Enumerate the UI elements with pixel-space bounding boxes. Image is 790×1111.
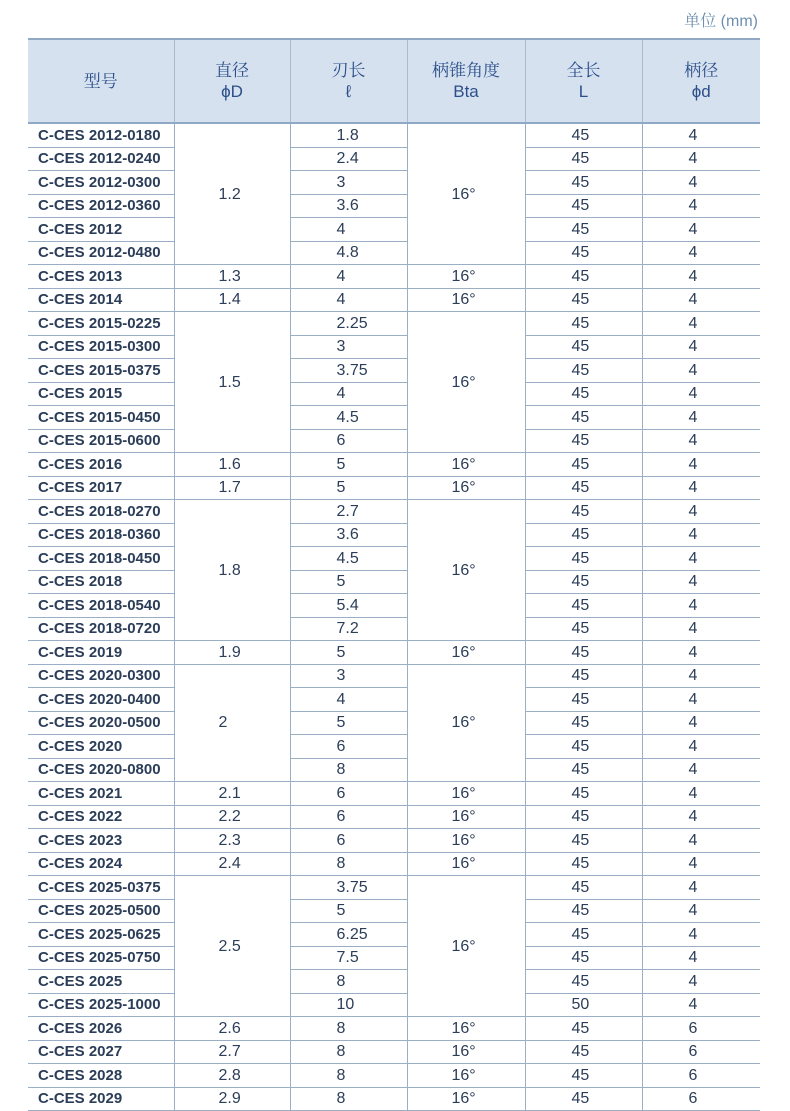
table-row	[28, 1087, 760, 1111]
table-row	[28, 429, 760, 453]
flute-length-cell: 5	[290, 570, 407, 594]
shank-diameter-cell: 6	[642, 1064, 760, 1088]
taper-angle-cell: 16°	[407, 664, 525, 782]
diameter-cell: 1.2	[174, 123, 290, 265]
table-row	[28, 570, 760, 594]
diameter-cell: 2.3	[174, 829, 290, 853]
spec-table-body	[28, 123, 760, 1111]
table-row	[28, 688, 760, 712]
shank-diameter-cell: 4	[642, 852, 760, 876]
shank-diameter-cell: 4	[642, 993, 760, 1017]
flute-length-cell: 8	[290, 1064, 407, 1088]
taper-angle-cell: 16°	[407, 123, 525, 265]
flute-length-cell: 5	[290, 899, 407, 923]
overall-length-cell: 45	[525, 335, 642, 359]
table-row	[28, 758, 760, 782]
table-row	[28, 923, 760, 947]
overall-length-cell: 45	[525, 946, 642, 970]
model-cell: C-CES 2027	[28, 1040, 174, 1064]
table-row	[28, 1040, 760, 1064]
overall-length-cell: 45	[525, 923, 642, 947]
table-row	[28, 171, 760, 195]
overall-length-cell: 45	[525, 617, 642, 641]
taper-angle-cell: 16°	[407, 288, 525, 312]
overall-length-cell: 45	[525, 782, 642, 806]
diameter-cell: 2.4	[174, 852, 290, 876]
model-cell: C-CES 2018-0720	[28, 617, 174, 641]
flute-length-cell: 4.8	[290, 241, 407, 265]
overall-length-cell: 45	[525, 876, 642, 900]
diameter-cell: 2.9	[174, 1087, 290, 1111]
table-row	[28, 288, 760, 312]
taper-angle-cell: 16°	[407, 476, 525, 500]
shank-diameter-cell: 4	[642, 617, 760, 641]
diameter-cell: 1.3	[174, 265, 290, 289]
table-row	[28, 1064, 760, 1088]
header-taper-angle: 柄锥角度 Bta	[407, 40, 525, 123]
diameter-cell: 2.2	[174, 805, 290, 829]
taper-angle-cell: 16°	[407, 782, 525, 806]
model-cell: C-CES 2029	[28, 1087, 174, 1111]
taper-angle-cell: 16°	[407, 641, 525, 665]
flute-length-cell: 8	[290, 1040, 407, 1064]
flute-length-cell: 3	[290, 335, 407, 359]
model-cell: C-CES 2020-0300	[28, 664, 174, 688]
table-row	[28, 406, 760, 430]
model-cell: C-CES 2019	[28, 641, 174, 665]
shank-diameter-cell: 4	[642, 570, 760, 594]
model-cell: C-CES 2016	[28, 453, 174, 477]
overall-length-cell: 45	[525, 476, 642, 500]
shank-diameter-cell: 6	[642, 1017, 760, 1041]
model-cell: C-CES 2028	[28, 1064, 174, 1088]
overall-length-cell: 45	[525, 758, 642, 782]
flute-length-cell: 5.4	[290, 594, 407, 618]
model-cell: C-CES 2025-0750	[28, 946, 174, 970]
flute-length-cell: 3.6	[290, 194, 407, 218]
table-row	[28, 547, 760, 571]
overall-length-cell: 45	[525, 194, 642, 218]
table-row	[28, 735, 760, 759]
diameter-cell: 2.5	[174, 876, 290, 1017]
shank-diameter-cell: 4	[642, 359, 760, 383]
table-row	[28, 1017, 760, 1041]
flute-length-cell: 8	[290, 970, 407, 994]
table-row	[28, 218, 760, 242]
overall-length-cell: 50	[525, 993, 642, 1017]
model-cell: C-CES 2025	[28, 970, 174, 994]
overall-length-cell: 45	[525, 594, 642, 618]
header-flute-length: 刃长 ℓ	[290, 40, 407, 123]
flute-length-cell: 8	[290, 1017, 407, 1041]
flute-length-cell: 3	[290, 664, 407, 688]
overall-length-cell: 45	[525, 429, 642, 453]
flute-length-cell: 3.75	[290, 359, 407, 383]
flute-length-cell: 2.25	[290, 312, 407, 336]
table-row	[28, 241, 760, 265]
model-cell: C-CES 2020-0400	[28, 688, 174, 712]
shank-diameter-cell: 4	[642, 923, 760, 947]
table-row	[28, 359, 760, 383]
overall-length-cell: 45	[525, 805, 642, 829]
model-cell: C-CES 2012-0480	[28, 241, 174, 265]
table-row	[28, 123, 760, 147]
flute-length-cell: 4.5	[290, 406, 407, 430]
overall-length-cell: 45	[525, 1040, 642, 1064]
overall-length-cell: 45	[525, 547, 642, 571]
taper-angle-cell: 16°	[407, 852, 525, 876]
overall-length-cell: 45	[525, 1017, 642, 1041]
diameter-cell: 2.1	[174, 782, 290, 806]
shank-diameter-cell: 6	[642, 1087, 760, 1111]
overall-length-cell: 45	[525, 711, 642, 735]
overall-length-cell: 45	[525, 641, 642, 665]
overall-length-cell: 45	[525, 453, 642, 477]
flute-length-cell: 6	[290, 829, 407, 853]
flute-length-cell: 7.5	[290, 946, 407, 970]
spec-table-container	[28, 38, 760, 1108]
taper-angle-cell: 16°	[407, 1017, 525, 1041]
shank-diameter-cell: 4	[642, 241, 760, 265]
diameter-cell: 2.8	[174, 1064, 290, 1088]
flute-length-cell: 3.75	[290, 876, 407, 900]
table-row	[28, 617, 760, 641]
flute-length-cell: 4	[290, 218, 407, 242]
model-cell: C-CES 2018-0360	[28, 523, 174, 547]
table-row	[28, 993, 760, 1017]
table-row	[28, 641, 760, 665]
flute-length-cell: 5	[290, 641, 407, 665]
overall-length-cell: 45	[525, 382, 642, 406]
model-cell: C-CES 2018-0270	[28, 500, 174, 524]
model-cell: C-CES 2018-0450	[28, 547, 174, 571]
spec-table	[28, 40, 760, 1111]
model-cell: C-CES 2025-1000	[28, 993, 174, 1017]
overall-length-cell: 45	[525, 265, 642, 289]
model-cell: C-CES 2015-0225	[28, 312, 174, 336]
model-cell: C-CES 2020-0800	[28, 758, 174, 782]
diameter-cell: 1.7	[174, 476, 290, 500]
diameter-cell: 2.6	[174, 1017, 290, 1041]
overall-length-cell: 45	[525, 406, 642, 430]
diameter-cell: 2	[174, 664, 290, 782]
flute-length-cell: 6	[290, 429, 407, 453]
overall-length-cell: 45	[525, 171, 642, 195]
model-cell: C-CES 2021	[28, 782, 174, 806]
model-cell: C-CES 2020-0500	[28, 711, 174, 735]
flute-length-cell: 4	[290, 265, 407, 289]
overall-length-cell: 45	[525, 1064, 642, 1088]
model-cell: C-CES 2012-0240	[28, 147, 174, 171]
model-cell: C-CES 2012-0360	[28, 194, 174, 218]
shank-diameter-cell: 4	[642, 476, 760, 500]
taper-angle-cell: 16°	[407, 829, 525, 853]
taper-angle-cell: 16°	[407, 500, 525, 641]
flute-length-cell: 1.8	[290, 123, 407, 147]
shank-diameter-cell: 4	[642, 500, 760, 524]
model-cell: C-CES 2025-0500	[28, 899, 174, 923]
flute-length-cell: 4.5	[290, 547, 407, 571]
model-cell: C-CES 2015-0600	[28, 429, 174, 453]
table-row	[28, 805, 760, 829]
overall-length-cell: 45	[525, 288, 642, 312]
taper-angle-cell: 16°	[407, 312, 525, 453]
flute-length-cell: 10	[290, 993, 407, 1017]
diameter-cell: 1.5	[174, 312, 290, 453]
model-cell: C-CES 2012-0300	[28, 171, 174, 195]
header-overall-length: 全长 L	[525, 40, 642, 123]
flute-length-cell: 8	[290, 758, 407, 782]
shank-diameter-cell: 4	[642, 171, 760, 195]
model-cell: C-CES 2023	[28, 829, 174, 853]
table-row	[28, 194, 760, 218]
overall-length-cell: 45	[525, 123, 642, 147]
shank-diameter-cell: 4	[642, 899, 760, 923]
shank-diameter-cell: 4	[642, 829, 760, 853]
shank-diameter-cell: 4	[642, 876, 760, 900]
shank-diameter-cell: 4	[642, 265, 760, 289]
shank-diameter-cell: 4	[642, 194, 760, 218]
shank-diameter-cell: 4	[642, 547, 760, 571]
taper-angle-cell: 16°	[407, 1087, 525, 1111]
table-row	[28, 453, 760, 477]
shank-diameter-cell: 4	[642, 782, 760, 806]
flute-length-cell: 8	[290, 1087, 407, 1111]
overall-length-cell: 45	[525, 570, 642, 594]
shank-diameter-cell: 4	[642, 123, 760, 147]
model-cell: C-CES 2022	[28, 805, 174, 829]
overall-length-cell: 45	[525, 852, 642, 876]
overall-length-cell: 45	[525, 1087, 642, 1111]
model-cell: C-CES 2025-0375	[28, 876, 174, 900]
taper-angle-cell: 16°	[407, 453, 525, 477]
diameter-cell: 1.4	[174, 288, 290, 312]
overall-length-cell: 45	[525, 500, 642, 524]
shank-diameter-cell: 4	[642, 641, 760, 665]
model-cell: C-CES 2020	[28, 735, 174, 759]
overall-length-cell: 45	[525, 241, 642, 265]
table-row	[28, 312, 760, 336]
shank-diameter-cell: 4	[642, 688, 760, 712]
flute-length-cell: 7.2	[290, 617, 407, 641]
table-row	[28, 899, 760, 923]
shank-diameter-cell: 4	[642, 523, 760, 547]
overall-length-cell: 45	[525, 359, 642, 383]
shank-diameter-cell: 4	[642, 288, 760, 312]
overall-length-cell: 45	[525, 970, 642, 994]
flute-length-cell: 6.25	[290, 923, 407, 947]
model-cell: C-CES 2015	[28, 382, 174, 406]
header-model: 型号	[28, 40, 174, 123]
model-cell: C-CES 2025-0625	[28, 923, 174, 947]
table-row	[28, 946, 760, 970]
model-cell: C-CES 2015-0450	[28, 406, 174, 430]
taper-angle-cell: 16°	[407, 265, 525, 289]
shank-diameter-cell: 4	[642, 594, 760, 618]
table-row	[28, 335, 760, 359]
model-cell: C-CES 2013	[28, 265, 174, 289]
table-row	[28, 711, 760, 735]
table-row	[28, 852, 760, 876]
shank-diameter-cell: 4	[642, 805, 760, 829]
flute-length-cell: 6	[290, 805, 407, 829]
overall-length-cell: 45	[525, 899, 642, 923]
table-row	[28, 265, 760, 289]
table-row	[28, 147, 760, 171]
model-cell: C-CES 2017	[28, 476, 174, 500]
taper-angle-cell: 16°	[407, 1064, 525, 1088]
header-diameter: 直径 ϕD	[174, 40, 290, 123]
flute-length-cell: 2.4	[290, 147, 407, 171]
model-cell: C-CES 2015-0300	[28, 335, 174, 359]
table-row	[28, 664, 760, 688]
flute-length-cell: 5	[290, 476, 407, 500]
table-row	[28, 782, 760, 806]
flute-length-cell: 6	[290, 782, 407, 806]
taper-angle-cell: 16°	[407, 1040, 525, 1064]
shank-diameter-cell: 4	[642, 946, 760, 970]
shank-diameter-cell: 4	[642, 312, 760, 336]
table-row	[28, 876, 760, 900]
shank-diameter-cell: 6	[642, 1040, 760, 1064]
flute-length-cell: 4	[290, 382, 407, 406]
flute-length-cell: 4	[290, 288, 407, 312]
unit-label: 单位 (mm)	[684, 13, 758, 30]
model-cell: C-CES 2014	[28, 288, 174, 312]
shank-diameter-cell: 4	[642, 758, 760, 782]
overall-length-cell: 45	[525, 829, 642, 853]
shank-diameter-cell: 4	[642, 711, 760, 735]
diameter-cell: 1.9	[174, 641, 290, 665]
overall-length-cell: 45	[525, 218, 642, 242]
shank-diameter-cell: 4	[642, 664, 760, 688]
overall-length-cell: 45	[525, 147, 642, 171]
flute-length-cell: 6	[290, 735, 407, 759]
model-cell: C-CES 2018	[28, 570, 174, 594]
flute-length-cell: 8	[290, 852, 407, 876]
overall-length-cell: 45	[525, 523, 642, 547]
shank-diameter-cell: 4	[642, 147, 760, 171]
overall-length-cell: 45	[525, 735, 642, 759]
model-cell: C-CES 2012-0180	[28, 123, 174, 147]
model-cell: C-CES 2018-0540	[28, 594, 174, 618]
overall-length-cell: 45	[525, 312, 642, 336]
shank-diameter-cell: 4	[642, 453, 760, 477]
flute-length-cell: 5	[290, 453, 407, 477]
shank-diameter-cell: 4	[642, 970, 760, 994]
table-row	[28, 829, 760, 853]
shank-diameter-cell: 4	[642, 429, 760, 453]
header-row	[28, 40, 760, 123]
flute-length-cell: 3.6	[290, 523, 407, 547]
header-shank-diameter: 柄径 ϕd	[642, 40, 760, 123]
diameter-cell: 1.8	[174, 500, 290, 641]
table-row	[28, 970, 760, 994]
flute-length-cell: 3	[290, 171, 407, 195]
diameter-cell: 1.6	[174, 453, 290, 477]
table-row	[28, 476, 760, 500]
diameter-cell: 2.7	[174, 1040, 290, 1064]
overall-length-cell: 45	[525, 688, 642, 712]
table-row	[28, 382, 760, 406]
flute-length-cell: 4	[290, 688, 407, 712]
shank-diameter-cell: 4	[642, 335, 760, 359]
flute-length-cell: 5	[290, 711, 407, 735]
taper-angle-cell: 16°	[407, 876, 525, 1017]
table-row	[28, 523, 760, 547]
shank-diameter-cell: 4	[642, 382, 760, 406]
shank-diameter-cell: 4	[642, 735, 760, 759]
overall-length-cell: 45	[525, 664, 642, 688]
flute-length-cell: 2.7	[290, 500, 407, 524]
table-row	[28, 500, 760, 524]
model-cell: C-CES 2026	[28, 1017, 174, 1041]
model-cell: C-CES 2024	[28, 852, 174, 876]
model-cell: C-CES 2015-0375	[28, 359, 174, 383]
shank-diameter-cell: 4	[642, 218, 760, 242]
taper-angle-cell: 16°	[407, 805, 525, 829]
table-row	[28, 594, 760, 618]
shank-diameter-cell: 4	[642, 406, 760, 430]
model-cell: C-CES 2012	[28, 218, 174, 242]
